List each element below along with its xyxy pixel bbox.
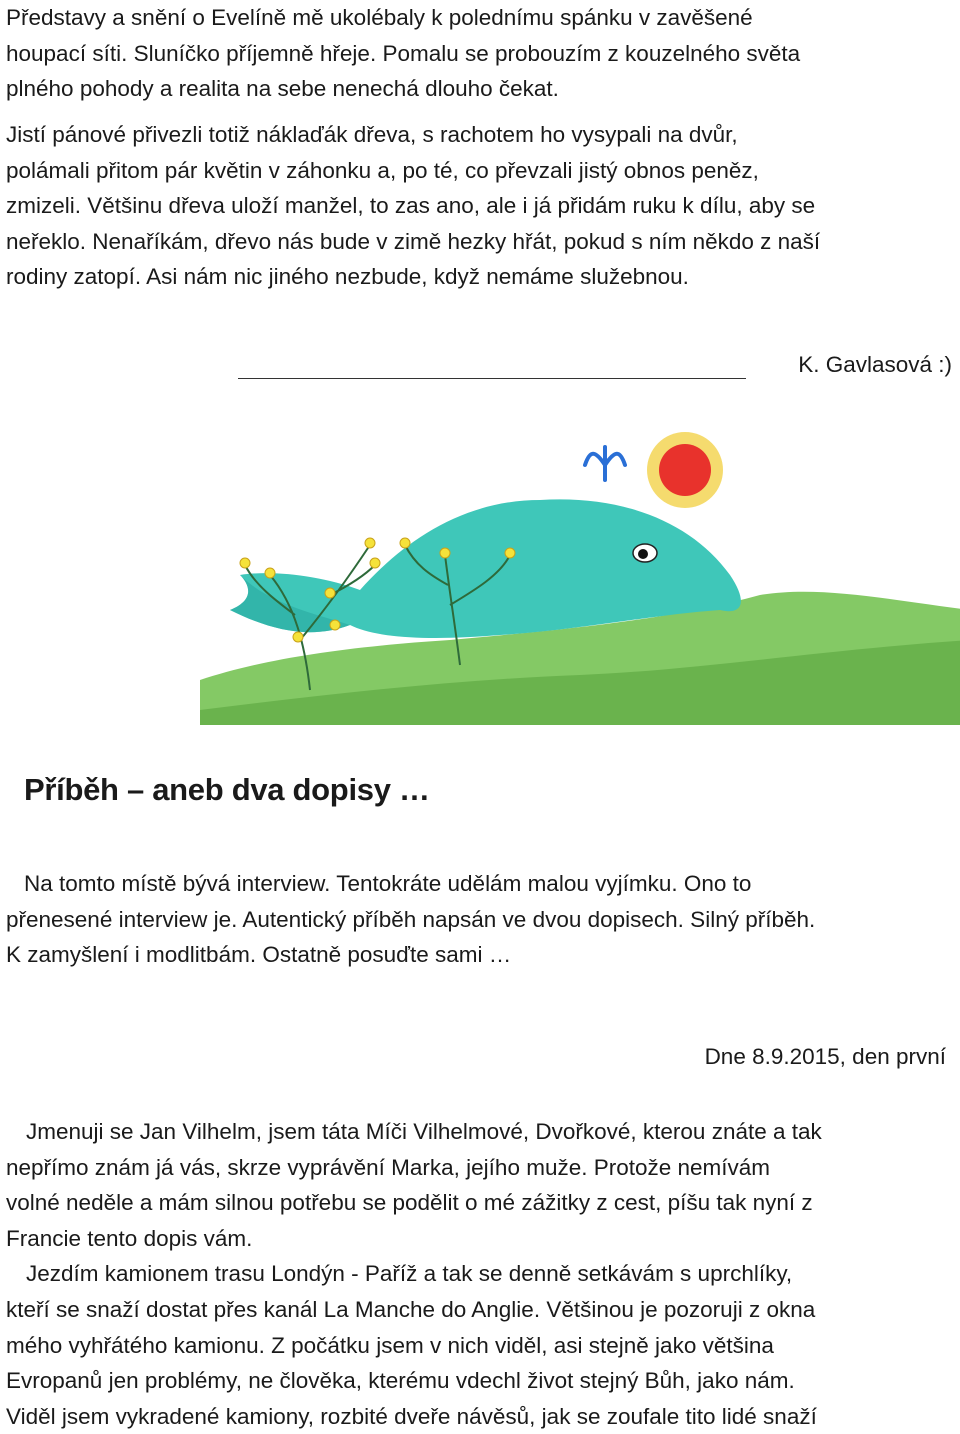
text-line: rodiny zatopí. Asi nám nic jiného nezbude, když nemáme služebnou.: [6, 264, 689, 290]
text-line: Jistí pánové přivezli totiž náklaďák dřeva, s rachotem ho vysypali na dvůr,: [6, 122, 738, 147]
text-line: K zamyšlení i modlitbám. Ostatně posuďte sami …: [6, 942, 512, 968]
text-line: kteří se snaží dostat přes kanál La Manche do Anglie. Většinou je pozoruji z okna: [6, 1296, 816, 1322]
wood-paragraph: [6, 117, 950, 295]
letter-date: Dne 8.9.2015, den první: [704, 1044, 946, 1069]
text-line: neřeklo. Nenaříkám, dřevo nás bude v zimě hezky hřát, pokud s ním někdo z naší: [6, 228, 821, 254]
text-line: zmizeli. Většinu dřeva uloží manžel, to zas ano, ale i já přidám ruku k dílu, aby se: [6, 193, 816, 219]
text-line: nepřímo znám já vás, skrze vyprávění Marka, jejího muže. Protože nemívám: [6, 1154, 771, 1180]
text-line: Na tomto místě bývá interview. Tentokráte udělám malou vyjímku. Ono to: [24, 871, 752, 896]
text-line: plného pohody a realita na sebe nenechá dlouho čekat.: [6, 76, 559, 102]
author-signature: K. Gavlasová :): [798, 352, 952, 377]
text-line: Viděl jsem vykradené kamiony, rozbité dveře návěsů, jak se zoufale tito lidé snaží: [6, 1403, 817, 1429]
introduction-paragraph: [6, 866, 950, 973]
letter-paragraph: [6, 1114, 950, 1434]
text-line: Jmenuji se Jan Vilhelm, jsem táta Míči Vilhelmové, Dvořkové, kterou znáte a tak: [26, 1119, 822, 1144]
text-line: Jezdím kamionem trasu Londýn - Paříž a tak se denně setkávám s uprchlíky,: [26, 1261, 793, 1287]
text-line: houpací síti. Sluníčko příjemně hřeje. Pomalu se probouzím z kouzelného světa: [6, 40, 801, 66]
section-heading: Příběh – aneb dva dopisy …: [24, 772, 430, 807]
intro-paragraph: [6, 0, 950, 107]
text-line: polámali přitom pár květin v záhonku a, po té, co převzali jistý obnos peněz,: [6, 157, 759, 183]
text-line: Představy a snění o Evelíně mě ukolébaly k polednímu spánku v zavěšené: [6, 5, 753, 30]
text-line: Francie tento dopis vám.: [6, 1225, 253, 1251]
text-line: přenesené interview je. Autentický příběh napsán ve dvou dopisech. Silný příběh.: [6, 906, 816, 932]
text-line: volné neděle a mám silnou potřebu se podělit o mé zážitky z cest, píšu tak nyní z: [6, 1190, 813, 1216]
divider-line: [238, 378, 746, 379]
whale-illustration-icon: [200, 425, 960, 725]
text-line: Evropanů jen problémy, ne člověka, kterému vdechl život stejný Bůh, jako nám.: [6, 1368, 795, 1394]
text-line: mého vyhřátého kamionu. Z počátku jsem v nich viděl, asi stejně jako většina: [6, 1332, 774, 1358]
